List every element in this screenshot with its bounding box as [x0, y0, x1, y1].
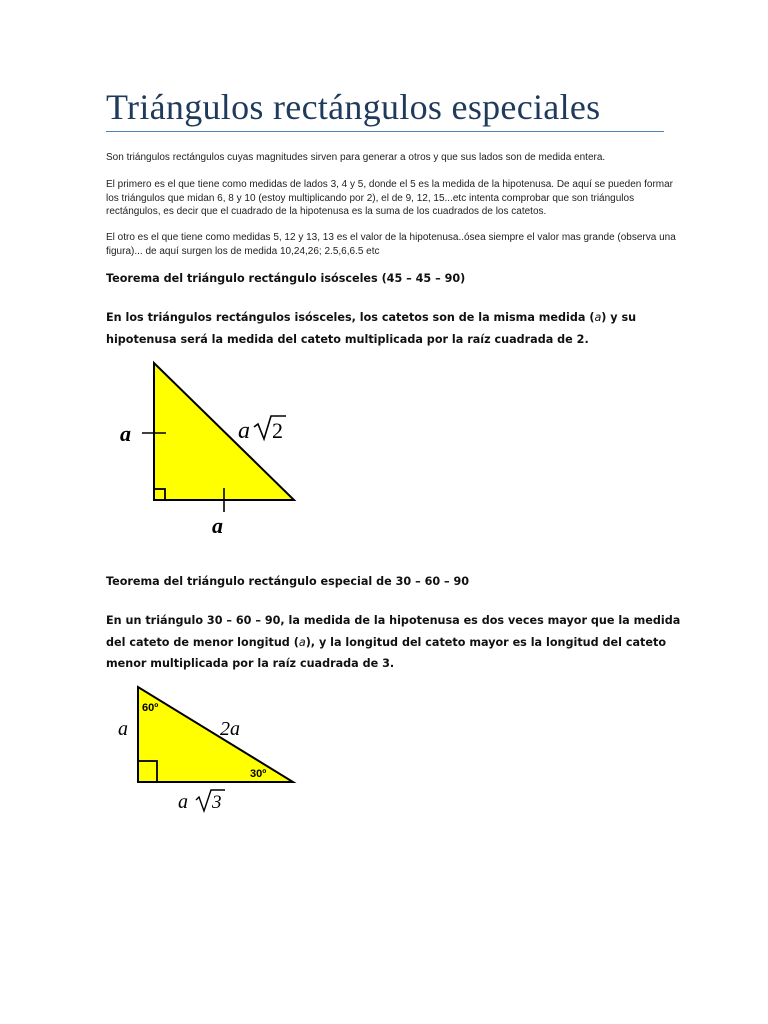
description-30-text-after: ), y la longitud del cateto mayor es la longitud del cateto menor multiplicada por la raíz cuadrada de 3. — [106, 635, 667, 670]
heading-45-45-90: Teorema del triángulo rectángulo isósceles (45 – 45 – 90) — [106, 272, 466, 285]
horizontal-leg-label-var: a — [178, 791, 188, 813]
horizontal-leg-label: a — [212, 513, 223, 538]
description-30-variable: a — [298, 635, 306, 649]
angle-30-label: 30º — [250, 768, 267, 780]
description-45-text-after: ) y su hipotenusa será la medida del cateto multiplicada por la raíz cuadrada de 2. — [106, 311, 637, 346]
paragraph-3-4-5: El primero es el que tiene como medidas de lados 3, 4 y 5, donde el 5 es la medida de la hipotenusa. De aquí se pueden formar los triángulos que midan 6, 8 y 10 (estoy multiplicando por 2), el de 9, 12, 15...etc intenta comprobar que son triángulos rectángulos, es decir que el cuadrado de la hipotenusa es la suma de los cuadrados de los catetos. — [106, 179, 674, 218]
paragraph-5-12-13: El otro es el que tiene como medidas 5, 12 y 13, 13 es el valor de la hipotenusa..ósea siempre el valor mas grande (observa una figura)... de aquí surgen los de medida 10,24,26; 2.5,6,6.5 etc — [106, 232, 676, 257]
description-45-text-before: En los triángulos rectángulos isósceles, los catetos son de la misma medida ( — [106, 311, 595, 324]
angle-60-label: 60º — [142, 702, 159, 714]
hypotenuse-label-var: a — [238, 418, 250, 444]
description-30-text-before: En un triángulo 30 – 60 – 90, la medida de la hipotenusa es dos veces mayor que la medida del cateto de menor longitud ( — [106, 614, 681, 649]
horizontal-leg-label-radicand: 3 — [212, 792, 222, 813]
description-45-45-90 — [106, 307, 681, 350]
intro-paragraph: Son triángulos rectángulos cuyas magnitudes sirven para generar a otros y que sus lados son de medida entera. — [106, 152, 606, 163]
vertical-leg-label: a — [118, 718, 128, 740]
title-rule — [106, 131, 664, 132]
triangle-30-shape — [138, 687, 293, 782]
description-45-variable: a — [594, 311, 602, 324]
hypotenuse-label-radicand: 2 — [272, 418, 283, 443]
triangle-30-60-90-figure — [110, 680, 310, 820]
triangle-45-45-90-figure — [100, 355, 310, 545]
page-title: Triángulos rectángulos especiales — [106, 87, 601, 127]
description-30-60-90 — [106, 610, 681, 675]
hypotenuse-label: 2a — [220, 718, 240, 740]
heading-30-60-90: Teorema del triángulo rectángulo especial de 30 – 60 – 90 — [106, 575, 470, 588]
vertical-leg-label: a — [120, 421, 131, 446]
